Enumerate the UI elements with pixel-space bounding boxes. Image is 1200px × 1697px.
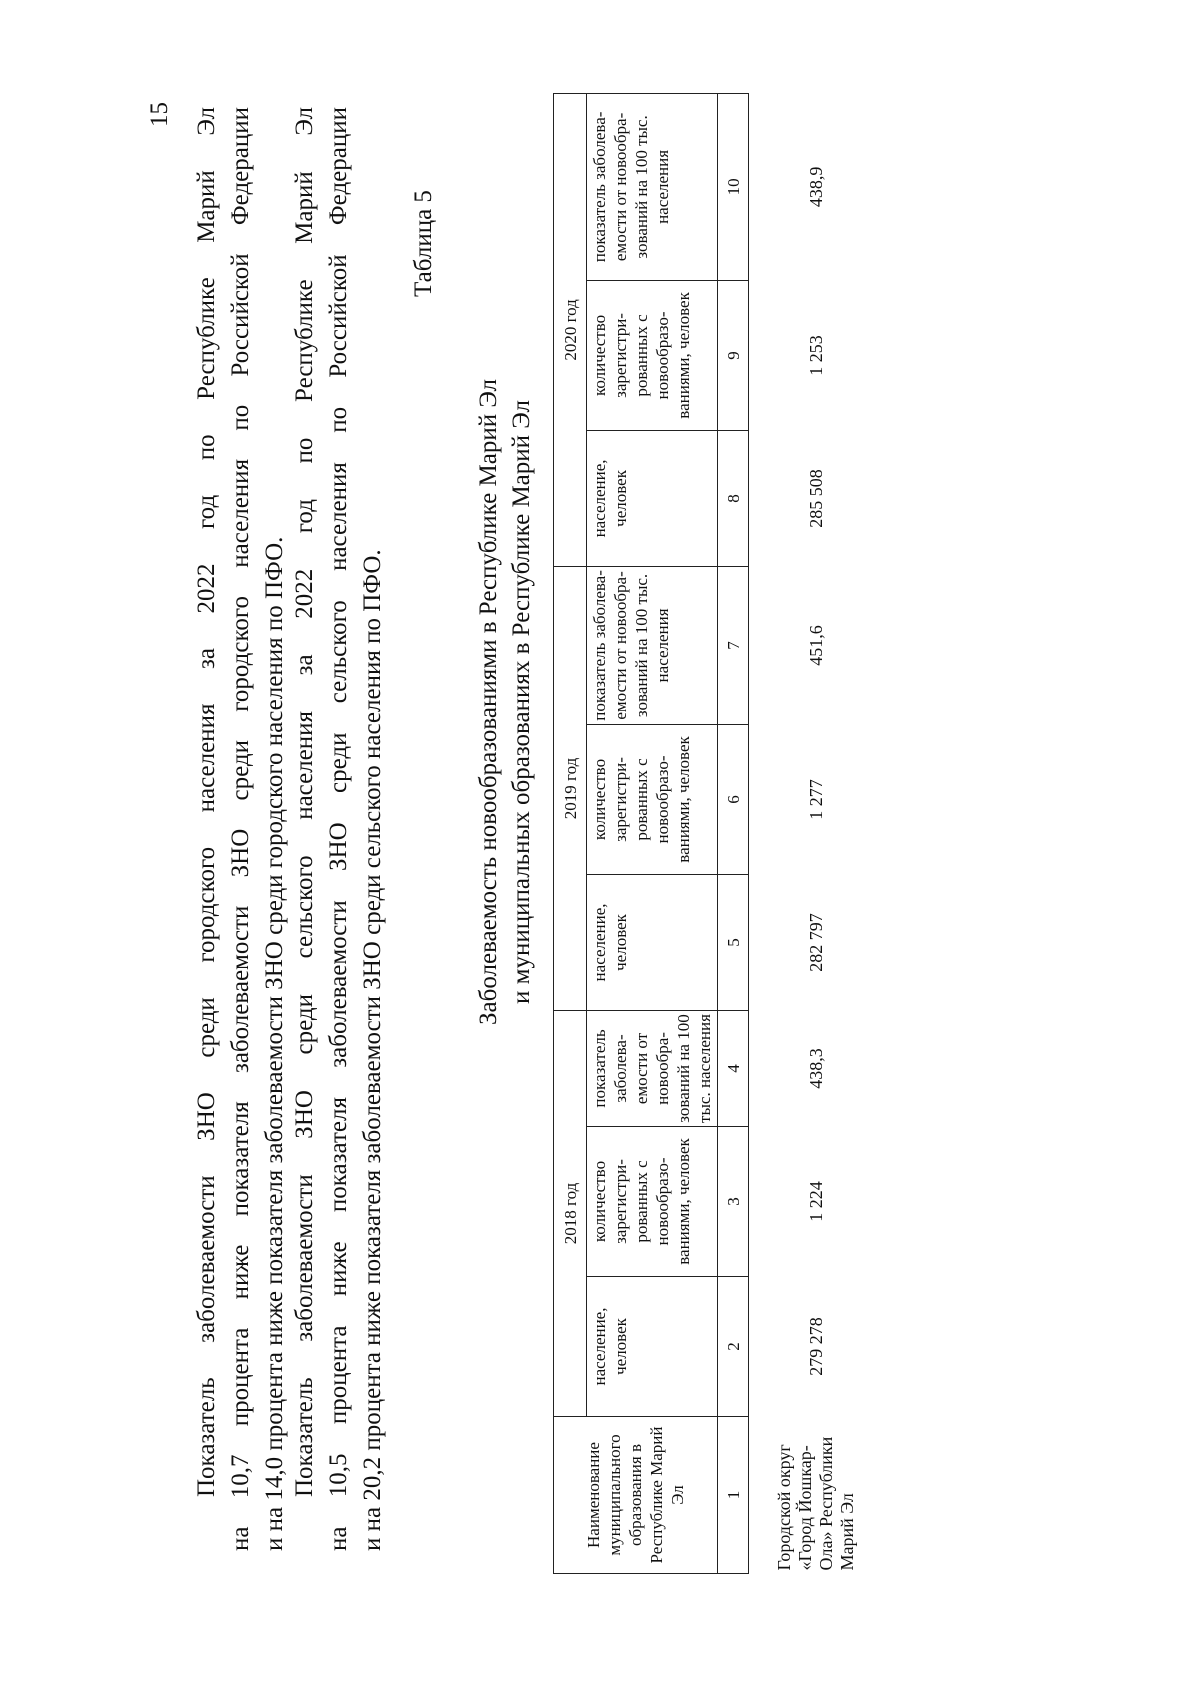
column-number: 5 [718, 874, 749, 1010]
paragraph-2-line-1: Показатель заболеваемости ЗНО среди сельского населения за 2022 год по Республике Марий Эл [291, 107, 318, 1497]
header-rate: показатель заболева-емости от новообра-зований на 100 тыс. населения [587, 566, 718, 724]
header-registered: количество зарегистри-рованных с новообразо-ваниями, человек [587, 724, 718, 874]
cell-registered-2020: 1 253 [749, 280, 884, 430]
paragraph-2-line-2: на 10,5 процента ниже показателя заболеваемости ЗНО среди сельского населения по Российской Федерации [325, 107, 352, 1551]
table-title [472, 307, 538, 1097]
header-registered: количество зарегистри-рованных с новообразо-ваниями, человек [587, 1127, 718, 1277]
municipality-name: Городской округ «Город Йошкар-Ола» Республики Марий Эл [749, 1417, 884, 1574]
column-number: 2 [718, 1277, 749, 1417]
header-year-2020: 2020 год [554, 93, 587, 566]
column-number: 8 [718, 430, 749, 566]
paragraph-1-line-2: на 10,7 процента ниже показателя заболеваемости ЗНО среди городского населения по Российской Федерации [227, 107, 254, 1551]
table-title-line-1: Заболеваемость новообразованиями в Республике Марий Эл [475, 379, 502, 1025]
table-label: Таблица 5 [410, 190, 437, 297]
column-number: 6 [718, 724, 749, 874]
header-municipality: Наименование муниципального образования в Республике Марий Эл [554, 1417, 718, 1574]
table-title-line-2: и муниципальных образованиях в Республике Марий Эл [508, 400, 535, 1004]
header-population: население, человек [587, 874, 718, 1010]
data-table-container [553, 94, 883, 1574]
column-number-row [718, 93, 749, 1573]
header-row-subcolumns [587, 93, 718, 1573]
table-row [749, 93, 884, 1573]
cell-registered-2019: 1 277 [749, 724, 884, 874]
cell-population-2018: 279 278 [749, 1277, 884, 1417]
column-number: 4 [718, 1010, 749, 1126]
column-number: 7 [718, 566, 749, 724]
header-registered: количество зарегистри-рованных с новообразо-ваниями, человек [587, 280, 718, 430]
header-rate: показатель заболева-емости от новообра-зований на 100 тыс. населения [587, 1010, 718, 1126]
header-row-years [554, 93, 587, 1573]
cell-population-2020: 285 508 [749, 430, 884, 566]
cell-rate-2019: 451,6 [749, 566, 884, 724]
header-year-2019: 2019 год [554, 566, 587, 1010]
incidence-table [553, 93, 883, 1574]
cell-registered-2018: 1 224 [749, 1127, 884, 1277]
cell-population-2019: 282 797 [749, 874, 884, 1010]
column-number: 10 [718, 93, 749, 280]
cell-rate-2018: 438,3 [749, 1010, 884, 1126]
page-number: 15 [146, 102, 173, 127]
header-population: население, человек [587, 1277, 718, 1417]
header-population: население, человек [587, 430, 718, 566]
paragraph-2-line-3: и на 20,2 процента ниже показателя заболеваемости ЗНО среди сельского населения по ПФО. [359, 549, 386, 1551]
cell-rate-2020: 438,9 [749, 93, 884, 280]
paragraph-1-line-1: Показатель заболеваемости ЗНО среди городского населения за 2022 год по Республике Марий Эл [193, 107, 220, 1497]
column-number: 1 [718, 1417, 749, 1574]
header-year-2018: 2018 год [554, 1010, 587, 1416]
column-number: 9 [718, 280, 749, 430]
header-rate: показатель заболева-емости от новообра-зований на 100 тыс. населения [587, 93, 718, 280]
column-number: 3 [718, 1127, 749, 1277]
paragraph-1-line-3: и на 14,0 процента ниже показателя заболеваемости ЗНО среди городского населения по ПФО. [261, 536, 288, 1551]
